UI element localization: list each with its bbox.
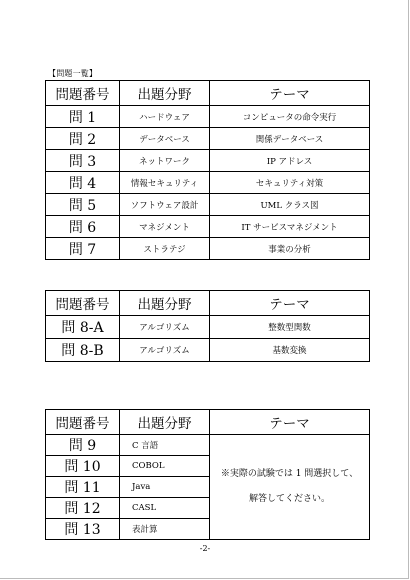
problem-field: COBOL xyxy=(120,456,210,477)
table-header-row xyxy=(46,410,370,435)
table-row xyxy=(46,128,370,150)
table-row xyxy=(46,194,370,216)
table-row xyxy=(46,106,370,128)
header-field: 出題分野 xyxy=(120,410,210,435)
problem-field: データベース xyxy=(120,128,210,150)
problem-field: 情報セキュリティ xyxy=(120,172,210,194)
table-row xyxy=(46,316,370,339)
problem-theme: UML クラス図 xyxy=(210,194,370,216)
problem-table-1 xyxy=(45,80,370,260)
problem-number: 問 8-A xyxy=(46,316,120,339)
problem-number: 問 12 xyxy=(46,498,120,519)
problem-field: C 言語 xyxy=(120,435,210,456)
problem-number: 問 13 xyxy=(46,519,120,540)
problem-number: 問 11 xyxy=(46,477,120,498)
problem-number: 問 7 xyxy=(46,238,120,260)
table-header-row xyxy=(46,291,370,316)
problem-theme: 基数変換 xyxy=(210,339,370,362)
header-field: 出題分野 xyxy=(120,291,210,316)
problem-number: 問 9 xyxy=(46,435,120,456)
problem-theme: IT サービスマネジメント xyxy=(210,216,370,238)
table-row xyxy=(46,216,370,238)
problem-table-3 xyxy=(45,409,370,540)
table-header-row xyxy=(46,81,370,106)
problem-theme: 事業の分析 xyxy=(210,238,370,260)
header-theme: テーマ xyxy=(210,291,370,316)
note-line-2: 解答してください。 xyxy=(248,494,330,504)
problem-number: 問 1 xyxy=(46,106,120,128)
problem-theme: 整数型関数 xyxy=(210,316,370,339)
problem-field: ハードウェア xyxy=(120,106,210,128)
problem-number: 問 3 xyxy=(46,150,120,172)
problem-field: Java xyxy=(120,477,210,498)
table-row xyxy=(46,339,370,362)
problem-field: 表計算 xyxy=(120,519,210,540)
header-theme: テーマ xyxy=(210,410,370,435)
selection-note xyxy=(210,435,370,540)
problem-theme: IP アドレス xyxy=(210,150,370,172)
problem-theme: コンピュータの命令実行 xyxy=(210,106,370,128)
problem-number: 問 6 xyxy=(46,216,120,238)
header-number: 問題番号 xyxy=(46,410,120,435)
problem-number: 問 8-B xyxy=(46,339,120,362)
problem-field: マネジメント xyxy=(120,216,210,238)
header-number: 問題番号 xyxy=(46,81,120,106)
problem-theme: セキュリティ対策 xyxy=(210,172,370,194)
problem-table-2 xyxy=(45,290,370,362)
problem-theme: 関係データベース xyxy=(210,128,370,150)
header-number: 問題番号 xyxy=(46,291,120,316)
problem-field: ソフトウェア設計 xyxy=(120,194,210,216)
table-row xyxy=(46,150,370,172)
header-theme: テーマ xyxy=(210,81,370,106)
table-row xyxy=(46,238,370,260)
page-number: -2- xyxy=(199,544,211,553)
problem-number: 問 10 xyxy=(46,456,120,477)
problem-number: 問 4 xyxy=(46,172,120,194)
problem-field: CASL xyxy=(120,498,210,519)
table-row xyxy=(46,435,370,456)
note-line-1: ※実際の試験では 1 問選択して、 xyxy=(220,469,359,479)
problem-number: 問 5 xyxy=(46,194,120,216)
problem-field: ストラテジ xyxy=(120,238,210,260)
problem-number: 問 2 xyxy=(46,128,120,150)
problem-field: アルゴリズム xyxy=(120,316,210,339)
table-row xyxy=(46,172,370,194)
problem-field: ネットワーク xyxy=(120,150,210,172)
section-label: 【問題一覧】 xyxy=(48,69,98,78)
problem-field: アルゴリズム xyxy=(120,339,210,362)
header-field: 出題分野 xyxy=(120,81,210,106)
